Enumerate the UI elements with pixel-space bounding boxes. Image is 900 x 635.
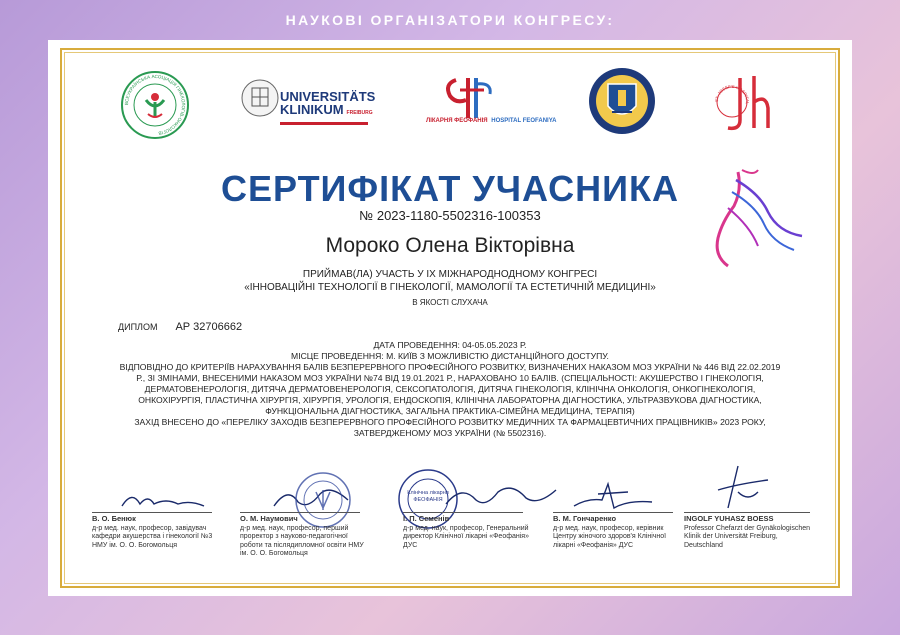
freiburg-logo [240,76,375,132]
signatory-1 [92,515,222,550]
signatory-1-title: д-р мед. наук, професор, завідувач кафедри акушерства і гінекології №3 НМУ ім. О. О. Богомольця [92,524,213,549]
signatory-2-title: д-р мед. наук, професор, перший проректор з науково-педагогічної роботи та післядипломної освіти НМУ ім. О. О. Богомольця [240,524,364,557]
event-date: ДАТА ПРОВЕДЕННЯ: 04-05.05.2023 Р. [373,340,527,350]
signature-5 [708,462,778,512]
participant-name: Мороко Олена Вікторівна [325,234,575,257]
signatory-3 [403,515,533,550]
signatory-5 [684,515,814,550]
signature-line-3 [403,512,523,513]
association-logo [120,70,190,140]
feofania-logo [426,74,557,134]
signatory-2-name: О. М. Наумович [240,514,298,523]
signature-line-4 [553,512,673,513]
event-details [118,340,782,439]
signature-line-1 [92,512,212,513]
signature-1 [118,488,208,514]
josefs-hospital-logo [714,72,774,134]
feofania-right-text: HOSPITAL FEOFANIYA [491,118,557,124]
feofania-left-text: ЛІКАРНЯ ФЕОФАНІЯ [426,118,488,124]
signatory-5-title: Professor Chefarzt der Gynäkologischen Klinik der Universität Freiburg, Deutschland [684,524,811,549]
certificate-number: № 2023-1180-5502316-100353 [359,208,541,223]
freiburg-text-3: FREIBURG [346,110,373,116]
signatory-2 [240,515,370,559]
signatory-3-title: д-р мед. наук, професор, Генеральний директор Клінічної лікарні «Феофанія» ДУС [403,524,529,549]
freiburg-text-2: KLINIKUM [280,102,344,117]
participation-line-1: ПРИЙМАВ(ЛА) УЧАСТЬ У IX МІЖНАРОДНОДНОМУ КОНГРЕСІ [302,269,598,280]
signature-3 [442,480,562,516]
list-entry: ЗАХІД ВНЕСЕНО ДО «ПЕРЕЛІКУ ЗАХОДІВ БЕЗПЕРЕРВНОГО ПРОФЕСІЙНОГО РОЗВИТКУ МЕДИЧНИХ ТА ФАРМАЦЕВТИЧНИХ ПРАЦІВНИКІВ» 2023 РОКУ, ЗАТВЕРДЖЕНОМУ МОЗ УКРАЇНИ (№ 5502316). [134,417,766,438]
signature-4 [568,480,658,514]
participant-role: В ЯКОСТІ СЛУХАЧА [412,298,488,307]
signatory-4 [553,515,683,550]
feofania-emblem-icon [426,74,530,120]
participation-line-2: «ІННОВАЦІЙНІ ТЕХНОЛОГІЇ В ГІНЕКОЛОГІЇ, МАМОЛОГІЇ ТА ЕСТЕТИЧНІЙ МЕДИЦИНІ» [244,282,656,293]
certificate [48,40,852,596]
signatory-1-name: В. О. Бенюк [92,514,136,523]
signatory-4-title: д-р мед. наук, професор, керівник Центру жіночого здоров'я Клінічної лікарні «Феофанія» ДУС [553,524,667,549]
points-criteria: ВІДПОВІДНО ДО КРИТЕРІЇВ НАРАХУВАННЯ БАЛІВ БЕЗПЕРЕРВНОГО ПРОФЕСІЙНОГО РОЗВИТКУ, ВИЗНАЧЕНИХ НАКАЗОМ МОЗ УКРАЇНИ № 446 ВІД 22.02.2019 Р., ЗІ ЗМІНАМИ, ВНЕСЕНИМИ НАКАЗОМ МОЗ УКРАЇНИ №74 ВІД 19.01.2021 Р., НАРАХОВАНО 10 БАЛІВ. (СПЕЦІАЛЬНОСТІ: АКУШЕРСТВО І ГІНЕКОЛОГІЯ, ДЕРМАТОВЕНЕРОЛОГІЯ, ДИТЯЧА ДЕРМАТОВЕНЕРОЛОГІЯ, СЕКСОПАТОЛОГІЯ, ДИТЯЧА ГІНЕКОЛОГІЯ, КЛІНІЧНА ОНКОЛОГІЯ, ОНКОГІНЕКОЛОГІЯ, ОНКОХІРУРГІЯ, ПЛАСТИЧНА ХІРУРГІЯ, ХІРУРГІЯ, УРОЛОГІЯ, ЕНДОСКОПІЯ, КЛІНІЧНА ЛАБОРАТОРНА ДІАГНОСТИКА, УЛЬТРАЗВУКОВА ДІАГНОСТИКА, ФУНКЦІОНАЛЬНА ДІАГНОСТИКА, ЗАГАЛЬНА ПРАКТИКА-СІМЕЙНА МЕДИЦИНА, ТЕРАПІЯ) [119,362,781,416]
diploma-label: ДИПЛОМ [118,322,158,332]
university-crest-logo [586,66,658,136]
certificate-title: СЕРТИФІКАТ УЧАСНИКА [221,168,679,209]
signature-line-5 [684,512,810,513]
organizers-heading: НАУКОВІ ОРГАНІЗАТОРИ КОНГРЕСУ: [285,12,615,28]
signatory-5-name: INGOLF YUHASZ BOESS [684,514,774,523]
freiburg-text-1: UNIVERSITÄTS [280,89,376,104]
stamp-text: Клінічна лікарня ФЕОФАНІЯ [407,490,449,503]
diploma-row [118,321,242,333]
diploma-value: АР 32706662 [175,321,243,333]
josefs-ring-text: ST. JOSEF'S HOSPITAL [714,83,751,105]
association-ring-text: ВСЕУКРАЇНСЬКА АСОЦІАЦІЯ ГІНЕКОЛОГІВ-ОНКОЛОГІВ [123,73,187,136]
signature-line-2 [240,512,360,513]
signatory-3-name: І. П. Семенів [403,514,450,523]
signatory-4-name: В. М. Гончаренко [553,514,617,523]
event-place: МІСЦЕ ПРОВЕДЕННЯ: М. КИЇВ З МОЖЛИВІСТЮ ДИСТАНЦІЙНОГО ДОСТУПУ. [291,351,609,361]
freiburg-seal-icon [240,76,280,126]
